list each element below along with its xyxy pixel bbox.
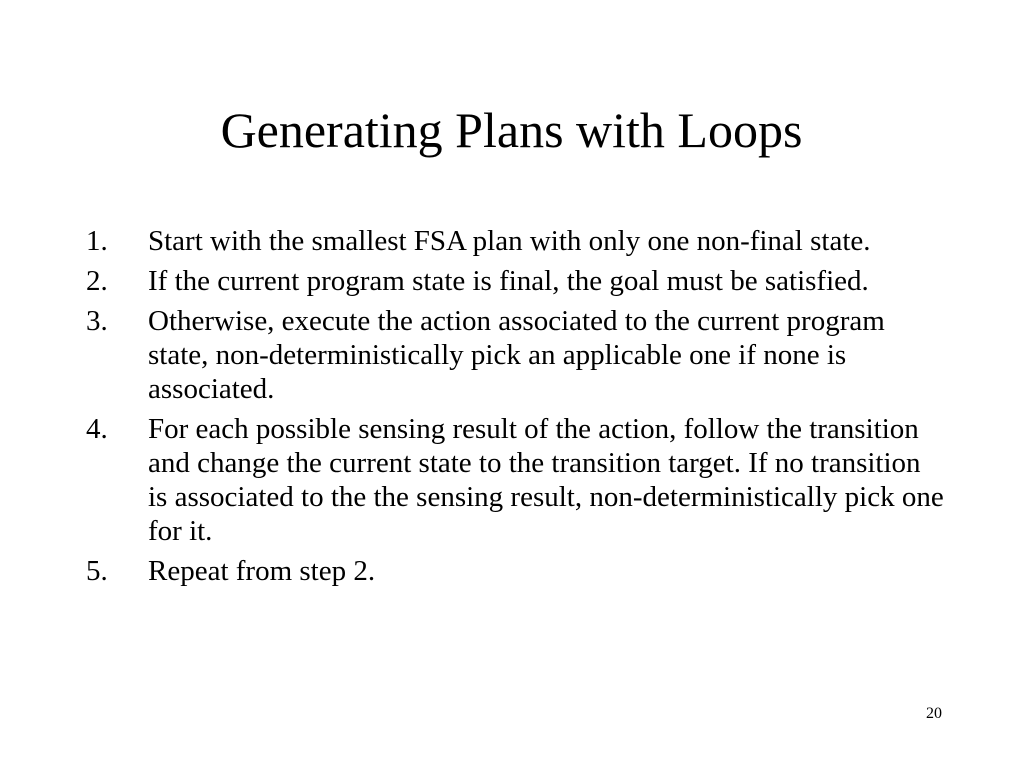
step-number: 2. xyxy=(86,265,108,297)
list-item xyxy=(86,264,946,298)
step-number: 1. xyxy=(86,225,108,257)
steps-list xyxy=(86,224,946,594)
step-number: 4. xyxy=(86,413,108,445)
step-text: Start with the smallest FSA plan with only one non-final state. xyxy=(148,225,871,257)
step-number: 3. xyxy=(86,305,108,337)
step-text: For each possible sensing result of the action, follow the transition and change the current state to the transition target. If no transition is associated to the the sensing result, non-deterministically pick one for it. xyxy=(148,413,944,547)
list-item xyxy=(86,224,946,258)
page-number: 20 xyxy=(926,705,942,722)
list-item xyxy=(86,304,946,406)
step-text: If the current program state is final, the goal must be satisfied. xyxy=(148,265,869,297)
list-item xyxy=(86,554,946,588)
list-item xyxy=(86,412,946,548)
step-text: Repeat from step 2. xyxy=(148,555,376,587)
slide-title: Generating Plans with Loops xyxy=(220,102,803,158)
step-number: 5. xyxy=(86,555,108,587)
step-text: Otherwise, execute the action associated to the current program state, non-deterministically pick an applicable one if none is associated. xyxy=(148,305,885,405)
